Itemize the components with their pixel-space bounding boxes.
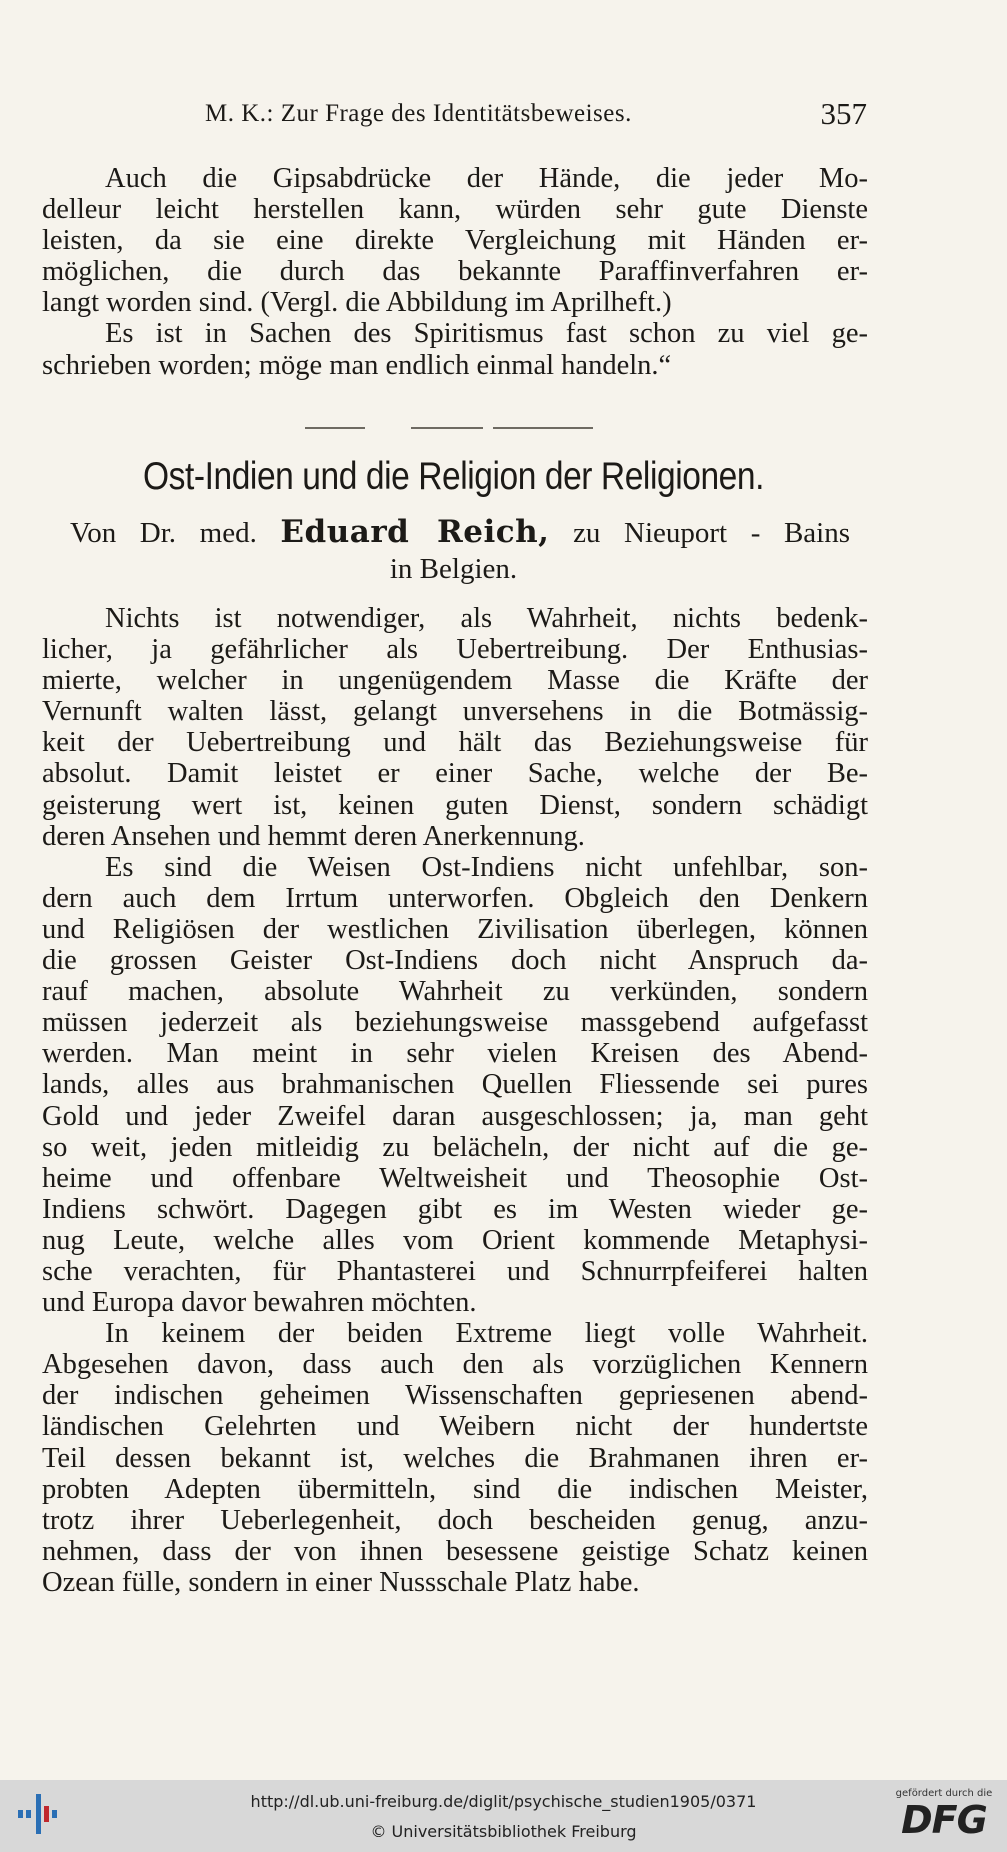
text-line: nug Leute, welche alles vom Orient kommende Metaphysi- [42, 1224, 868, 1256]
source-url-link[interactable]: http://dl.ub.uni-freiburg.de/diglit/psychische_studien1905/0371 [250, 1792, 757, 1811]
text-line: probten Adepten übermitteln, sind die indischen Meister, [42, 1473, 868, 1505]
text-line: und Religiösen der westlichen Zivilisation überlegen, können [42, 913, 868, 945]
text-line: heime und offenbare Weltweisheit und Theosophie Ost- [42, 1162, 868, 1194]
text-line: die grossen Geister Ost-Indiens doch nicht Anspruch da- [42, 945, 868, 977]
text-line: Ozean fülle, sondern in einer Nussschale Platz habe. [42, 1566, 640, 1598]
text-line: Vernunft walten lässt, gelangt unversehens in die Botmässig- [42, 696, 868, 728]
text-line: keit der Uebertreibung und hält das Beziehungsweise für [42, 727, 868, 759]
text-line: licher, ja gefährlicher als Uebertreibung. Der Enthusias- [42, 634, 868, 666]
byline-prefix: Von Dr. med. [70, 517, 257, 549]
text-line: Es sind die Weisen Ost-Indiens nicht unfehlbar, son- [105, 851, 868, 883]
byline-suffix: zu Nieuport - Bains [573, 517, 851, 549]
text-line: werden. Man meint in sehr vielen Kreisen des Abend- [42, 1038, 868, 1070]
byline-location: in Belgien. [389, 553, 518, 585]
text-line: dern auch dem Irrtum unterworfen. Obgleich den Denkern [42, 882, 868, 914]
funder-mark: DFG [901, 1798, 987, 1842]
running-title: M. K.: Zur Frage des Identitätsbeweises. [205, 100, 632, 127]
text-line: ländischen Gelehrten und Weibern nicht der hundertste [42, 1411, 868, 1443]
text-line: leisten, da sie eine direkte Vergleichung mit Händen er- [42, 225, 868, 257]
article-body [42, 603, 868, 1598]
text-line: trotz ihrer Ueberlegenheit, doch bescheiden genug, anzu- [42, 1504, 868, 1536]
funder-note: gefördert durch die [895, 1788, 993, 1799]
text-line: möglichen, die durch das bekannte Paraffinverfahren er- [42, 256, 868, 288]
text-line: und Europa davor bewahren möchten. [42, 1287, 477, 1319]
quote-paragraphs [42, 163, 868, 381]
viewer-footer [0, 1780, 1007, 1852]
text-line: rauf machen, absolute Wahrheit zu verkünden, sondern [42, 976, 868, 1008]
text-line: Auch die Gipsabdrücke der Hände, die jeder Mo- [105, 163, 868, 194]
running-head [0, 96, 1007, 140]
text-line: Abgesehen davon, dass auch den als vorzüglichen Kennern [42, 1349, 868, 1381]
text-line: deren Ansehen und hemmt deren Anerkennung. [42, 820, 585, 852]
text-line: Gold und jeder Zweifel daran ausgeschlossen; ja, man geht [42, 1100, 868, 1132]
author-name: Eduard Reich, [280, 514, 550, 550]
byline [70, 514, 850, 550]
copyright-notice: © Universitätsbibliothek Freiburg [370, 1822, 637, 1841]
text-line: so weit, jeden mitleidig zu belächeln, der nicht auf die ge- [42, 1131, 868, 1163]
text-line: geisterung wert ist, keinen guten Dienst, sondern schädigt [42, 789, 868, 821]
text-line: Indiens schwört. Dagegen gibt es im Westen wieder ge- [42, 1193, 868, 1225]
text-line: langt worden sind. (Vergl. die Abbildung im Aprilheft.) [42, 287, 672, 319]
article-title: Ost-Indien und die Religion der Religionen. [142, 455, 765, 498]
text-line: Es ist in Sachen des Spiritismus fast schon zu viel ge- [105, 318, 868, 350]
dfg-logo [889, 1788, 999, 1841]
text-line: müssen jederzeit als beziehungsweise massgebend aufgefasst [42, 1007, 868, 1039]
text-line: lands, alles aus brahmanischen Quellen Fliessende sei pures [42, 1069, 868, 1101]
text-line: In keinem der beiden Extreme liegt volle Wahrheit. [105, 1318, 868, 1350]
page-number: 357 [820, 96, 867, 131]
text-line: der indischen geheimen Wissenschaften gepriesenen abend- [42, 1380, 868, 1412]
section-divider [305, 417, 595, 421]
text-line: mierte, welcher in ungenügendem Masse die Kräfte der [42, 665, 868, 697]
text-line: Nichts ist notwendiger, als Wahrheit, nichts bedenk- [105, 603, 868, 634]
text-line: Teil dessen bekannt ist, welches die Brahmanen ihren er- [42, 1442, 868, 1474]
text-line: sche verachten, für Phantasterei und Schnurrpfeiferei halten [42, 1255, 868, 1287]
text-line: nehmen, dass der von ihnen besessene geistige Schatz keinen [42, 1535, 868, 1567]
text-line: absolut. Damit leistet er einer Sache, welche der Be- [42, 758, 868, 790]
text-line: delleur leicht herstellen kann, würden sehr gute Dienste [42, 194, 868, 226]
text-line: schrieben worden; möge man endlich einmal handeln.“ [42, 349, 672, 381]
